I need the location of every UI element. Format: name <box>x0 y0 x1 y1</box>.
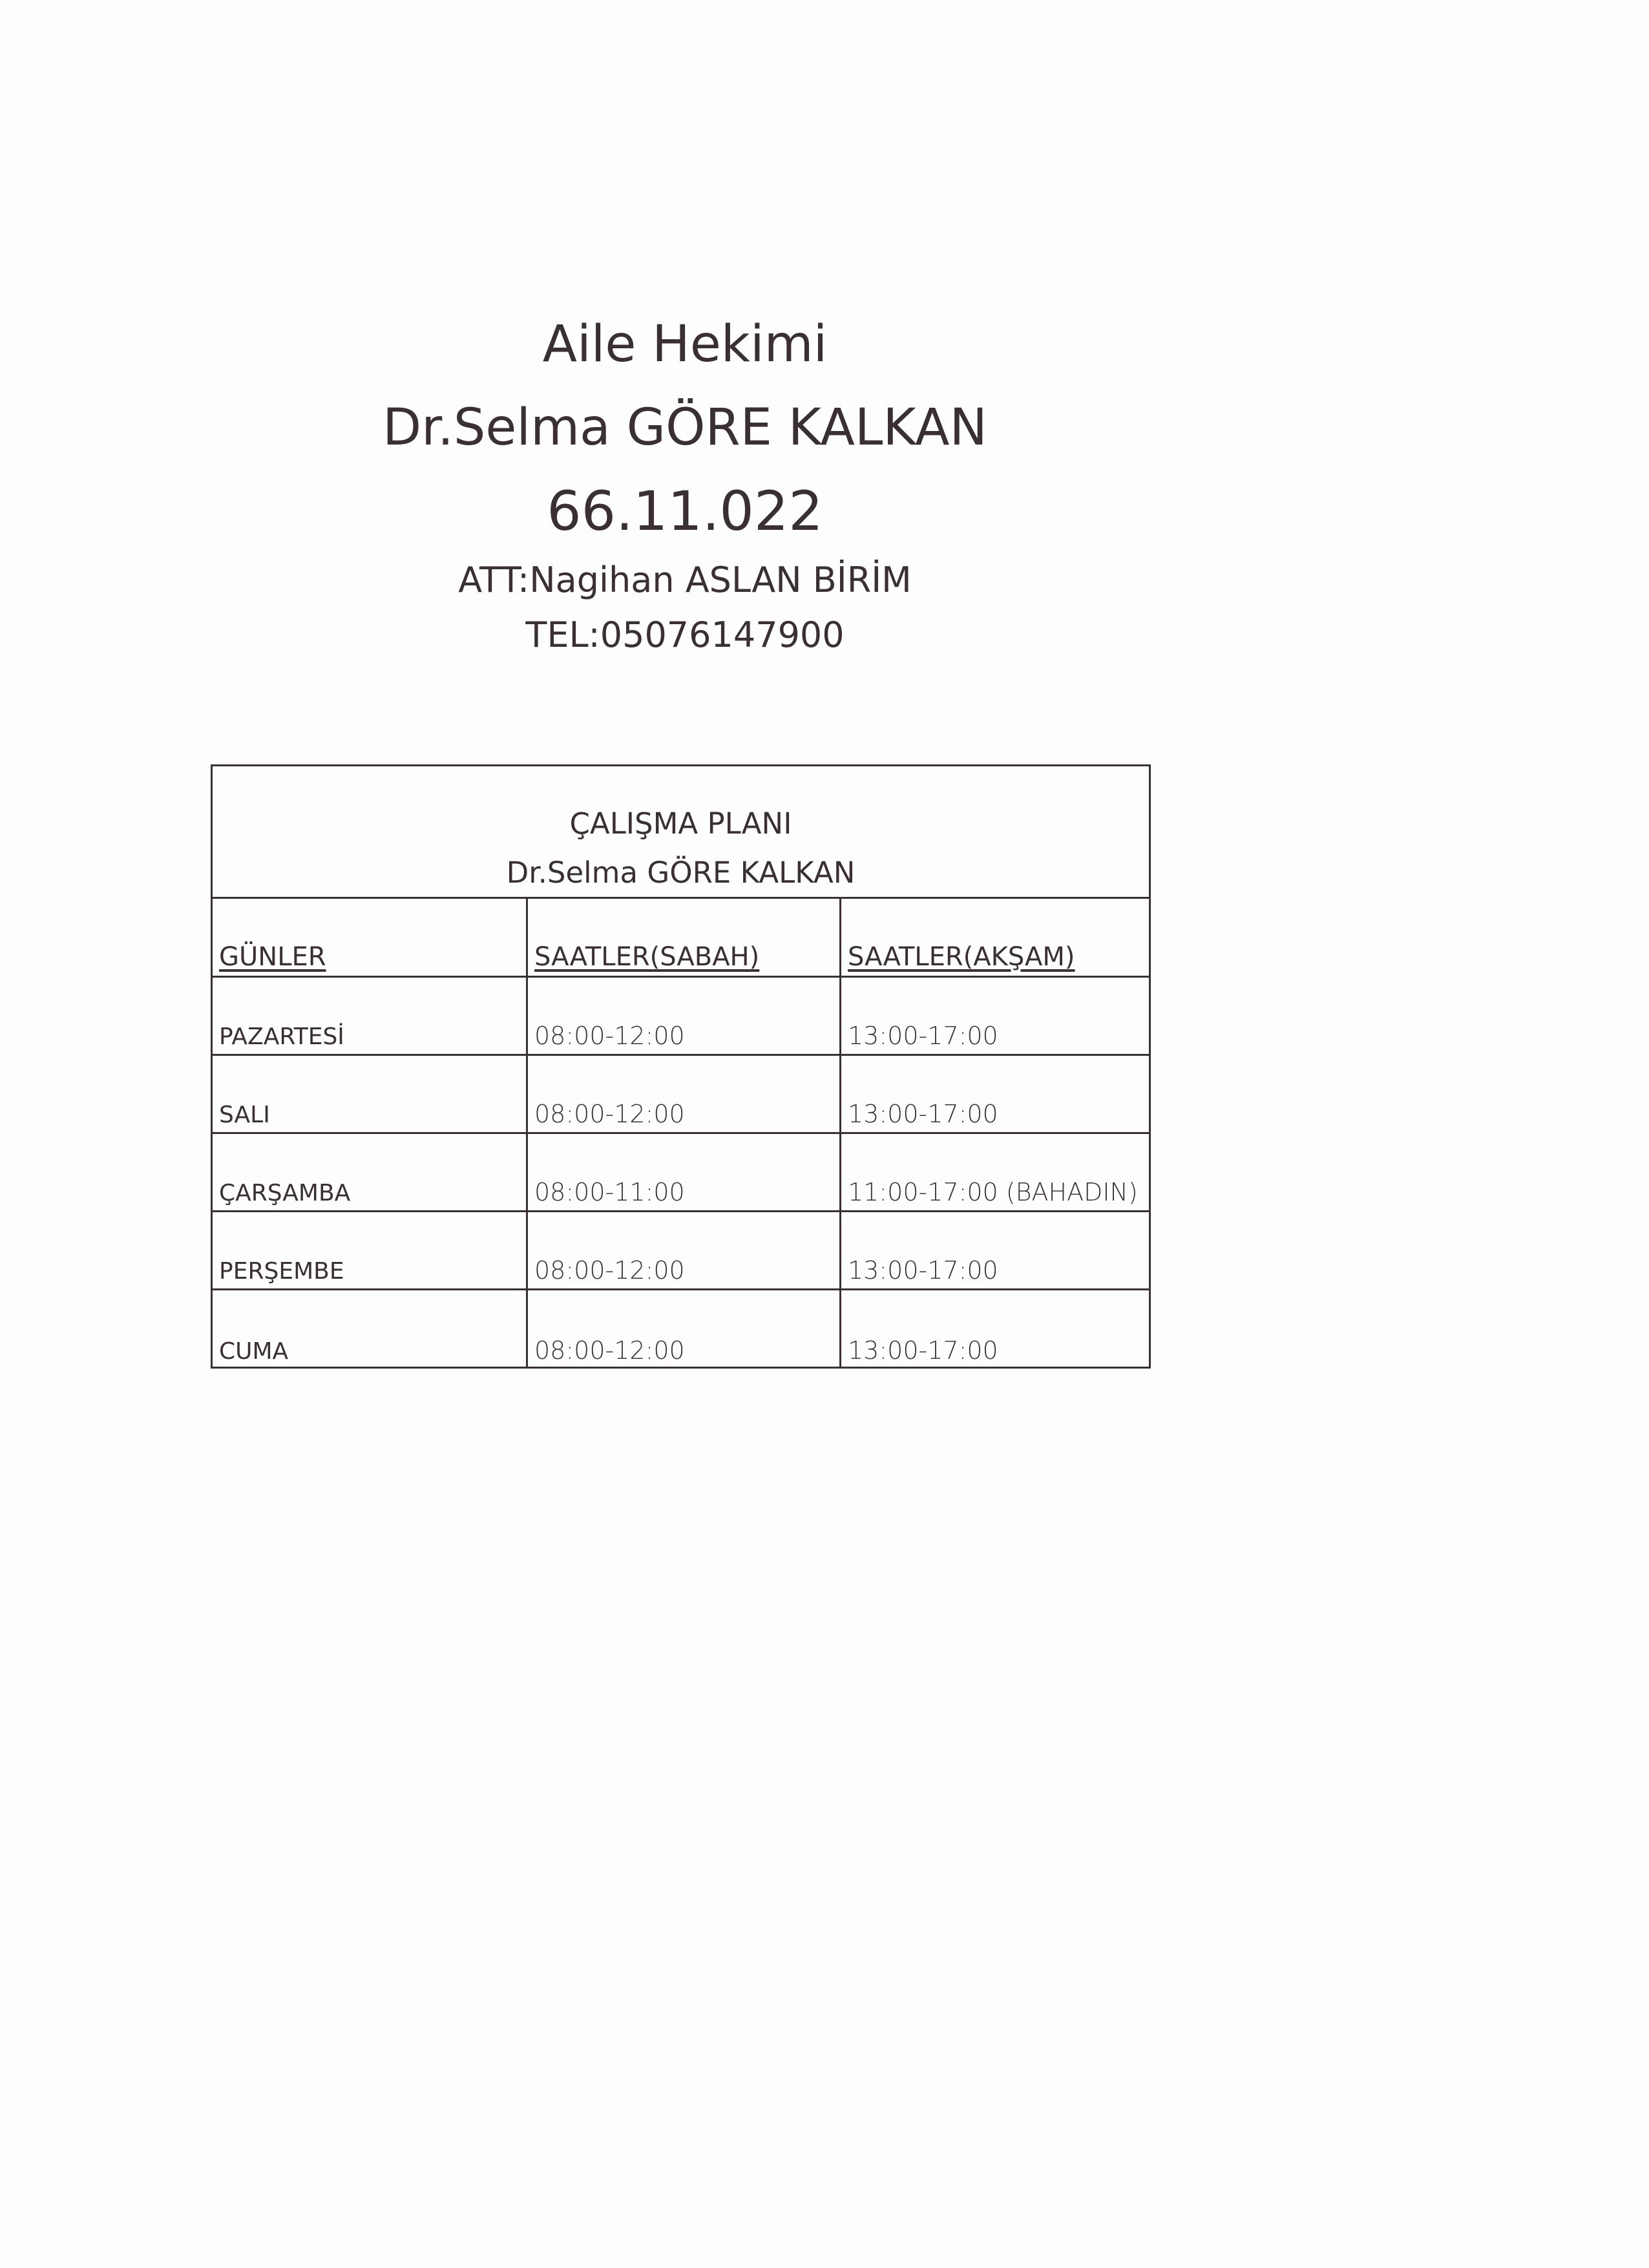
table-row <box>213 978 1149 1056</box>
table-row <box>213 1056 1149 1134</box>
day-cell: SALI <box>219 1102 270 1128</box>
evening-hours-cell: 11:00-17:00 (BAHADIN) <box>839 1134 1151 1210</box>
day-cell: PAZARTESİ <box>219 1024 344 1050</box>
plan-title-block <box>213 766 1149 899</box>
day-cell: PERŞEMBE <box>219 1258 344 1285</box>
phone-number: TEL:05076147900 <box>525 614 845 655</box>
column-header-morning: SAATLER(SABAH) <box>526 899 839 976</box>
evening-hours-cell: 13:00-17:00 <box>839 1056 1151 1132</box>
unit-code: 66.11.022 <box>547 479 823 543</box>
evening-hours-cell: 13:00-17:00 <box>839 978 1151 1054</box>
table-row <box>213 1290 1149 1369</box>
day-cell: CUMA <box>219 1338 289 1365</box>
plan-title: ÇALIŞMA PLANI <box>569 806 792 841</box>
morning-hours-cell: 08:00-12:00 <box>526 1212 839 1288</box>
evening-hours-cell: 13:00-17:00 <box>839 1290 1151 1369</box>
morning-hours-cell: 08:00-12:00 <box>526 978 839 1054</box>
assistant-name: ATT:Nagihan ASLAN BİRİM <box>458 560 912 600</box>
table-row <box>213 1134 1149 1212</box>
work-plan-table <box>211 764 1151 1369</box>
evening-hours-cell: 13:00-17:00 <box>839 1212 1151 1288</box>
morning-hours-cell: 08:00-12:00 <box>526 1056 839 1132</box>
column-header-days: GÜNLER <box>219 942 326 972</box>
column-header-evening: SAATLER(AKŞAM) <box>839 899 1151 976</box>
plan-grid <box>213 899 1149 1369</box>
day-cell: ÇARŞAMBA <box>219 1180 351 1206</box>
morning-hours-cell: 08:00-12:00 <box>526 1290 839 1369</box>
doctor-name: Dr.Selma GÖRE KALKAN <box>383 399 987 457</box>
table-header-row <box>213 899 1149 978</box>
plan-subtitle: Dr.Selma GÖRE KALKAN <box>506 856 856 890</box>
table-row <box>213 1212 1149 1290</box>
header-title: Aile Hekimi <box>542 315 828 373</box>
morning-hours-cell: 08:00-11:00 <box>526 1134 839 1210</box>
